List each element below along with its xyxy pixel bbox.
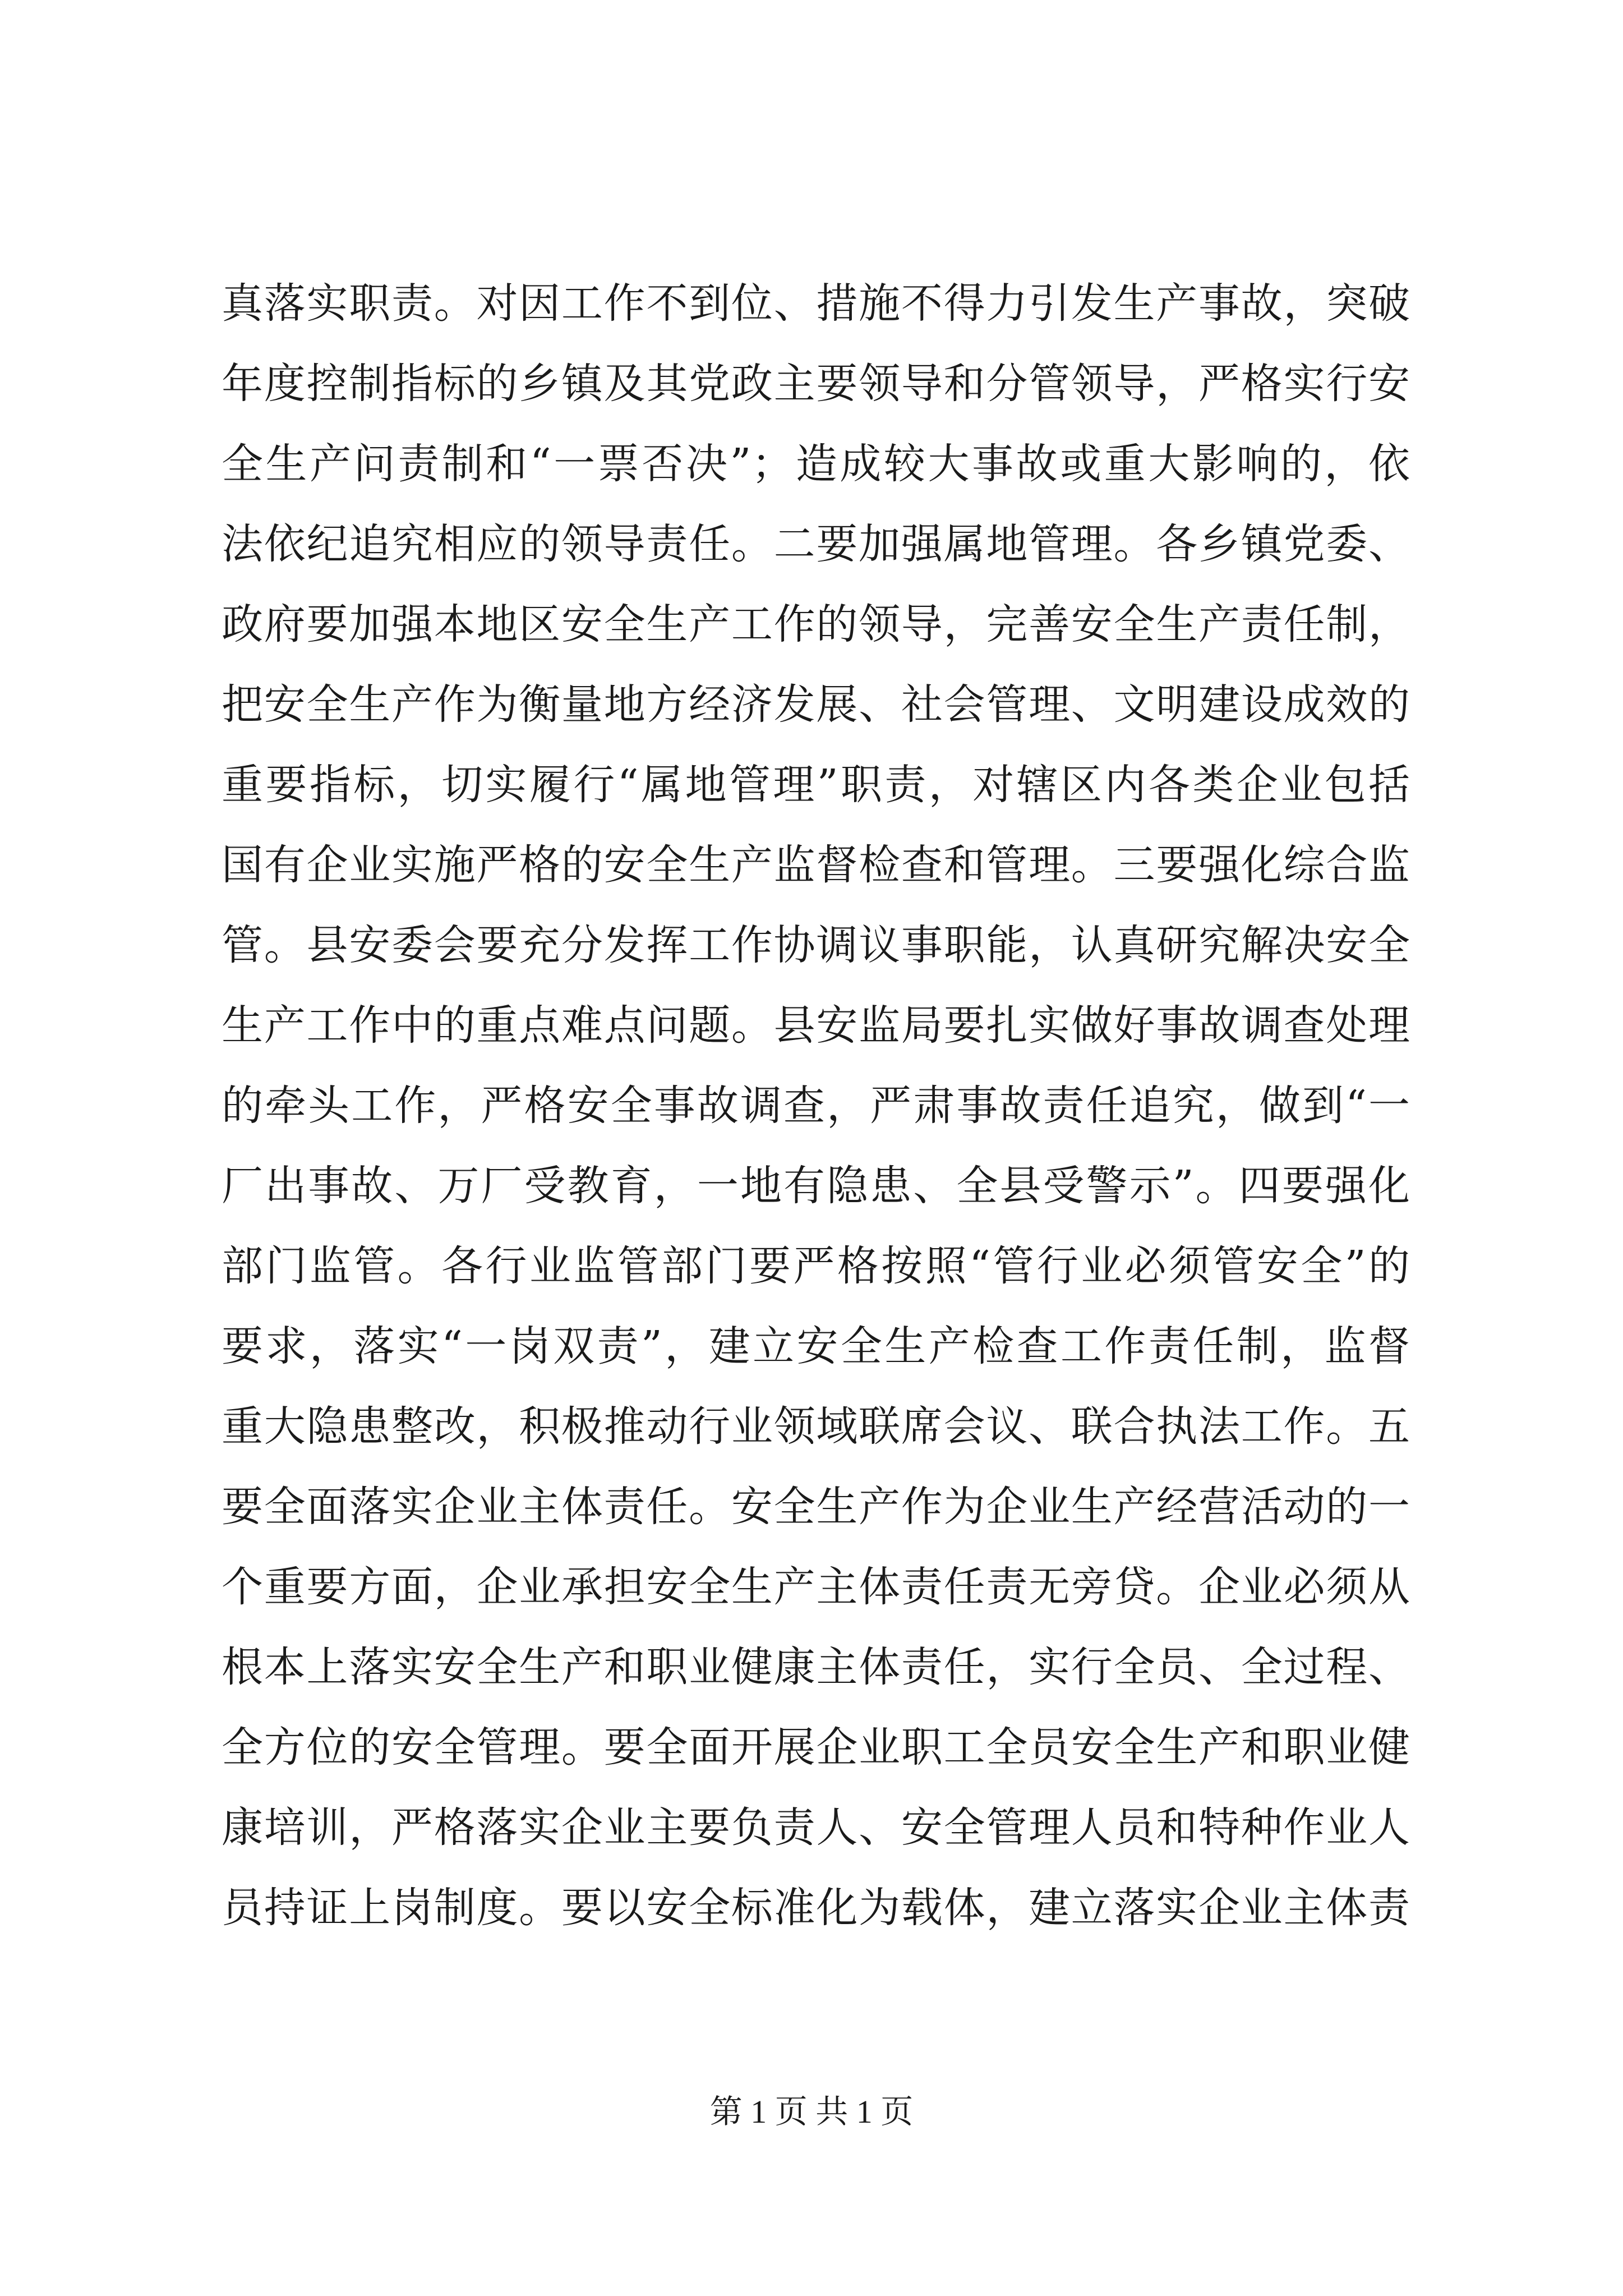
- page-footer: 第 1 页 共 1 页: [709, 2093, 914, 2130]
- text-line: 生产工作中的重点难点问题。县安监局要扎实做好事故调查处理: [222, 1001, 1410, 1050]
- text-line: 把安全生产作为衡量地方经济发展、社会管理、文明建设成效的: [222, 680, 1410, 729]
- text-line: 真落实职责。对因工作不到位、措施不得力引发生产事故，突破: [222, 279, 1410, 328]
- text-line: 部门监管。各行业监管部门要严格按照“管行业必须管安全”的: [222, 1242, 1410, 1290]
- text-line: 根本上落实安全生产和职业健康主体责任，实行全员、全过程、: [222, 1643, 1410, 1691]
- text-line: 重大隐患整改，积极推动行业领域联席会议、联合执法工作。五: [222, 1402, 1410, 1451]
- text-line: 国有企业实施严格的安全生产监督检查和管理。三要强化综合监: [222, 841, 1410, 889]
- text-line: 全方位的安全管理。要全面开展企业职工全员安全生产和职业健: [222, 1723, 1410, 1772]
- text-line: 个重要方面，企业承担安全生产主体责任责无旁贷。企业必须从: [222, 1563, 1410, 1611]
- text-line: 政府要加强本地区安全生产工作的领导，完善安全生产责任制，: [222, 600, 1410, 648]
- text-line: 年度控制指标的乡镇及其党政主要领导和分管领导，严格实行安: [222, 360, 1410, 408]
- text-line: 全生产问责制和“一票否决”；造成较大事故或重大影响的，依: [222, 440, 1410, 488]
- text-line: 的牵头工作，严格安全事故调查，严肃事故责任追究，做到“一: [222, 1082, 1410, 1130]
- text-line: 重要指标，切实履行“属地管理”职责，对辖区内各类企业包括: [222, 761, 1410, 809]
- text-line: 员持证上岗制度。要以安全标准化为载体，建立落实企业主体责: [222, 1884, 1410, 1932]
- text-line: 管。县安委会要充分发挥工作协调议事职能，认真研究解决安全: [222, 921, 1410, 969]
- text-line: 要求，落实“一岗双责”，建立安全生产检查工作责任制，监督: [222, 1322, 1410, 1370]
- text-line: 厂出事故、万厂受教育，一地有隐患、全县受警示”。四要强化: [222, 1162, 1410, 1210]
- text-line: 康培训，严格落实企业主要负责人、安全管理人员和特种作业人: [222, 1803, 1410, 1852]
- body-text: [222, 264, 1410, 1948]
- text-line: 法依纪追究相应的领导责任。二要加强属地管理。各乡镇党委、: [222, 520, 1410, 568]
- text-line: 要全面落实企业主体责任。安全生产作为企业生产经营活动的一: [222, 1483, 1410, 1531]
